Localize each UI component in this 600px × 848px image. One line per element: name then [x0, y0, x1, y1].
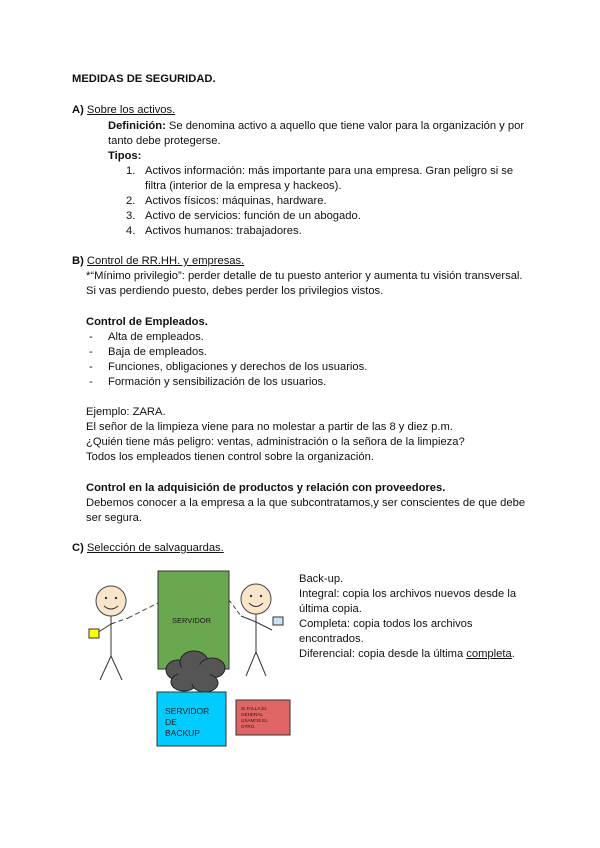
example-line: Ejemplo: ZARA.	[86, 406, 166, 418]
person-left-figure	[96, 586, 128, 680]
section-letter: B)	[72, 255, 84, 267]
failover-note-label: SI FALLA EL GENERAL USAMOS EL OTRO.	[241, 706, 268, 729]
section-letter: C)	[72, 542, 84, 554]
backup-title: Back-up.	[299, 573, 344, 585]
definition-continuation: tanto debe protegerse.	[108, 135, 221, 147]
bullet-dash: -	[89, 376, 93, 388]
server-label: SERVIDOR	[172, 616, 212, 625]
person-right-figure	[241, 584, 272, 676]
section-title: Sobre los activos.	[86, 104, 176, 116]
list-number: 3.	[126, 210, 136, 222]
example-line: Todos los empleados tienen control sobre la organización.	[86, 451, 374, 463]
list-number: 4.	[126, 225, 136, 237]
bullet-dash: -	[89, 361, 93, 373]
backup-line	[299, 647, 515, 661]
backup-line: Completa: copia todos los archivos	[299, 618, 473, 630]
section-title: Selección de salvaguardas.	[86, 542, 224, 554]
list-item: Funciones, obligaciones y derechos de los usuarios.	[108, 361, 368, 373]
privilege-line: *“Mínimo privilegio”: perder detalle de tu puesto anterior y aumenta tu visión transversal.	[86, 270, 523, 282]
blue-device-icon	[273, 617, 283, 625]
privilege-line: Si vas perdiendo puesto, debes perder los privilegios vistos.	[86, 285, 384, 297]
example-line: El señor de la limpieza viene para no molestar a partir de las 8 y diez p.m.	[86, 421, 453, 433]
list-number: 1.	[126, 165, 136, 177]
page-title: MEDIDAS DE SEGURIDAD.	[72, 73, 216, 85]
backup-line: última copia.	[299, 603, 362, 615]
section-letter: A)	[72, 104, 84, 116]
list-item: Formación y sensibilización de los usuarios.	[108, 376, 327, 388]
definition-label: Definición:	[108, 120, 166, 132]
differential-underlined: completa	[466, 648, 512, 660]
backup-line: Integral: copia los archivos nuevos desde la	[299, 588, 517, 600]
list-item: Alta de empleados.	[108, 331, 204, 343]
differential-suffix: .	[511, 648, 515, 660]
bullet-dash: -	[89, 346, 93, 358]
bullet-dash: -	[89, 331, 93, 343]
suppliers-line: Debemos conocer a la empresa a la que subcontratamos,y ser conscientes de que debe	[86, 497, 526, 509]
list-item-continuation: filtra (interior de la empresa y hackeos).	[145, 180, 342, 192]
employees-heading: Control de Empleados.	[86, 316, 208, 328]
connection-line	[229, 600, 241, 616]
list-item: Activos humanos: trabajadores.	[145, 225, 302, 237]
list-item: Activo de servicios: función de un abogado.	[145, 210, 361, 222]
backup-line: encontrados.	[299, 633, 364, 645]
differential-text: Diferencial: copia desde la última	[299, 648, 467, 660]
definition-text: Se denomina activo a aquello que tiene valor para la organización y por	[165, 120, 525, 132]
types-label: Tipos:	[108, 150, 142, 162]
yellow-device-icon	[89, 629, 99, 638]
list-item: Activos físicos: máquinas, hardware.	[145, 195, 327, 207]
backup-server-label: SERVIDOR DE BACKUP	[165, 706, 210, 738]
section-title: Control de RR.HH. y empresas.	[86, 255, 245, 267]
suppliers-heading: Control en la adquisición de productos y relación con proveedores.	[86, 482, 446, 494]
example-line: ¿Quién tiene más peligro: ventas, administración o la señora de la limpieza?	[86, 436, 465, 448]
list-number: 2.	[126, 195, 136, 207]
suppliers-line: ser segura.	[86, 512, 142, 524]
list-item: Activos información: más importante para una empresa. Gran peligro si se	[145, 165, 514, 177]
list-item: Baja de empleados.	[108, 346, 207, 358]
connection-line	[128, 603, 158, 618]
